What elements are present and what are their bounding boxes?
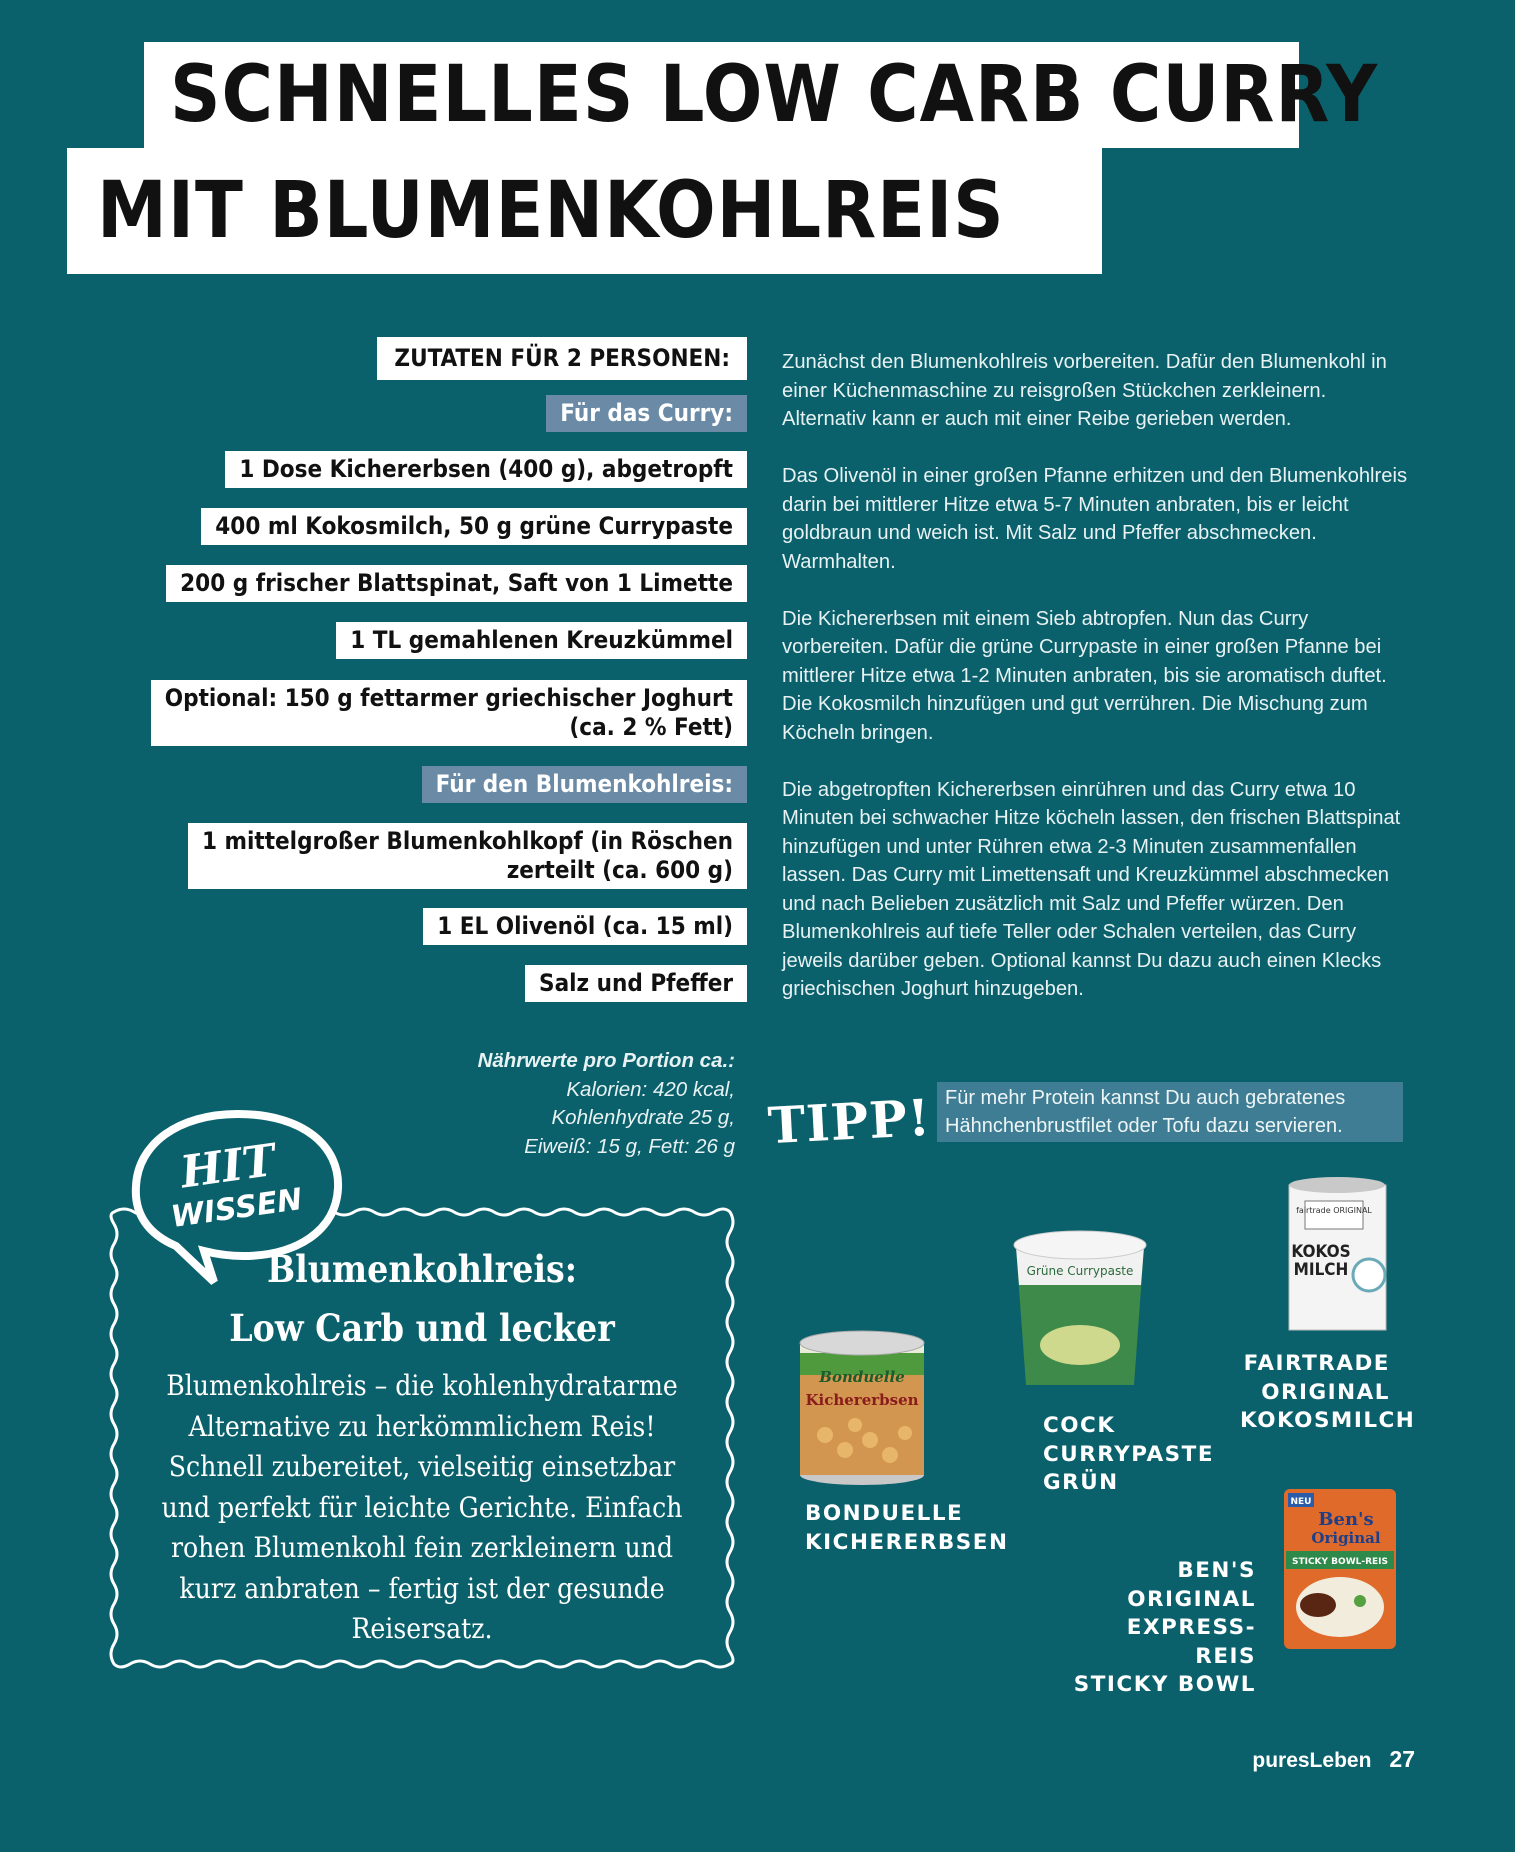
can-name-1: KOKOS xyxy=(1291,1242,1351,1262)
title-line-2-text: MIT BLUMENKOHLREIS xyxy=(97,166,1005,256)
wissen-heading-1: Blumenkohlreis: xyxy=(266,1247,578,1291)
nutrition-info xyxy=(440,1047,735,1161)
ingredient-item-multiline xyxy=(151,680,747,746)
nutrition-line: Eiweiß: 15 g, Fett: 26 g xyxy=(524,1134,735,1158)
magazine-name: puresLeben xyxy=(1252,1749,1372,1772)
pack-band: STICKY BOWL-REIS xyxy=(1291,1557,1389,1567)
ingredient-item: 1 EL Olivenöl (ca. 15 ml) xyxy=(423,908,747,945)
label-line: ORIGINAL xyxy=(1261,1379,1390,1405)
title-line-1-text: SCHNELLES LOW CARB CURRY xyxy=(170,50,1379,140)
label-line: STICKY BOWL xyxy=(1073,1672,1256,1697)
cock-label xyxy=(1043,1412,1214,1498)
nutrition-line: Kalorien: 420 kcal, xyxy=(566,1077,735,1101)
badge-hit: HIT xyxy=(177,1134,279,1199)
ingredient-item: Salz und Pfeffer xyxy=(525,965,747,1002)
label-line: BEN'S ORIGINAL xyxy=(1127,1558,1256,1612)
step-paragraph: Die abgetropften Kichererbsen einrühren und das Curry etwa 10 Minuten bei schwacher Hitze köcheln lassen, den frischen Blattspinat hinzufügen und unter Rühren etwa 2-3 Minuten zusammenfallen lassen. Das Curry mit Limettensaft und Kreuzkümmel abschmecken und nach Belieben zusätzlich mit Salz und Pfeffer würzen. Den Blumenkohlreis auf tiefe Teller oder Schalen verteilen, das Curry jeweils darüber geben. Optional kannst Du dazu auch einen Klecks griechischen Joghurt hinzugeben. xyxy=(782,778,1401,1000)
label-line: FAIRTRADE xyxy=(1243,1351,1390,1376)
ingredient-line: zerteilt (ca. 600 g) xyxy=(506,856,733,884)
bonduelle-label xyxy=(805,1500,1008,1557)
ingredient-line: Optional: 150 g fettarmer griechischer Joghurt xyxy=(164,684,733,712)
can-name-2: MILCH xyxy=(1293,1260,1349,1280)
tub-name: Grüne Currypaste xyxy=(1026,1264,1134,1278)
step-paragraph: Das Olivenöl in einer großen Pfanne erhitzen und den Blumenkohlreis darin bei mittlerer Hitze etwa 5-7 Minuten anbraten, bis er leicht goldbraun und weich ist. Mit Salz und Pfeffer abschmecken. Warmhalten. xyxy=(782,465,1408,573)
ingredient-item: 200 g frischer Blattspinat, Saft von 1 Limette xyxy=(166,565,747,602)
pack-badge: NEU xyxy=(1290,1497,1312,1507)
page-footer xyxy=(1252,1746,1415,1773)
wissen-body: Blumenkohlreis – die kohlenhydratarme Alternative zu herkömmlichem Reis! Schnell zubereitet, vielseitig einsetzbar und perfekt für leichte Gerichte. Einfach rohen Blumenkohl fein zerkleinern und kurz anbraten – fertig ist der gesunde Reisersatz. xyxy=(161,1369,683,1645)
tipp-label: TIPP! xyxy=(766,1087,933,1156)
pack-brand-2: Original xyxy=(1311,1529,1381,1547)
cock-currypaste-image xyxy=(1010,1225,1150,1390)
curry-subheader: Für das Curry: xyxy=(546,395,747,432)
label-line: COCK xyxy=(1043,1413,1116,1438)
title-line-2 xyxy=(67,148,1102,274)
fairtrade-label xyxy=(1240,1350,1416,1436)
nutrition-line: Kohlenhydrate 25 g, xyxy=(551,1106,735,1129)
bonduelle-can-image xyxy=(795,1325,930,1485)
ingredient-item: 400 ml Kokosmilch, 50 g grüne Currypaste xyxy=(201,508,747,545)
label-line: CURRYPASTE xyxy=(1043,1441,1215,1467)
tipp-text: Für mehr Protein kannst Du auch gebratenes Hähnchenbrustfilet oder Tofu dazu servieren. xyxy=(937,1082,1403,1142)
rice-subheader: Für den Blumenkohlreis: xyxy=(422,766,747,803)
wissen-heading-2: Low Carb und lecker xyxy=(229,1306,615,1350)
pack-brand-1: Ben's xyxy=(1318,1509,1374,1530)
ingredient-item-multiline xyxy=(188,823,747,889)
label-line: BONDUELLE xyxy=(805,1501,964,1526)
bens-original-image xyxy=(1280,1485,1400,1653)
label-line: EXPRESS-REIS xyxy=(1126,1615,1256,1669)
ingredient-line: 1 mittelgroßer Blumenkohlkopf (in Röschen xyxy=(201,827,733,855)
ingredient-item: 1 Dose Kichererbsen (400 g), abgetropft xyxy=(225,451,747,488)
nutrition-header: Nährwerte pro Portion ca.: xyxy=(477,1049,735,1072)
step-paragraph: Zunächst den Blumenkohlreis vorbereiten. Dafür den Blumenkohl in einer Küchenmaschine zu reisgroßen Stückchen zerkleinern. Alternativ kann er auch mit einer Reibe gerieben werden. xyxy=(782,351,1387,430)
step-paragraph: Die Kichererbsen mit einem Sieb abtropfen. Nun das Curry vorbereiten. Dafür die grüne Currypaste in einer großen Pfanne bei mittlerer Hitze etwa 1-2 Minuten anbraten, bis sie aromatisch duftet. Die Kokosmilch hinzufügen und gut verrühren. Die Mischung zum Köcheln bringen. xyxy=(782,607,1387,744)
can-top-label: fairtrade ORIGINAL xyxy=(1296,1206,1372,1215)
label-line: KOKOSMILCH xyxy=(1240,1408,1416,1433)
title-line-1 xyxy=(144,42,1379,148)
can-name: Kichererbsen xyxy=(805,1391,919,1409)
ingredients-header: ZUTATEN FÜR 2 PERSONEN: xyxy=(377,337,747,380)
label-line: GRÜN xyxy=(1043,1470,1119,1495)
fairtrade-kokosmilch-image xyxy=(1285,1175,1390,1335)
label-line: KICHERERBSEN xyxy=(805,1529,1009,1555)
page-number: 27 xyxy=(1389,1746,1415,1772)
badge-wissen: WISSEN xyxy=(168,1182,305,1236)
ingredient-item: 1 TL gemahlenen Kreuzkümmel xyxy=(336,622,747,659)
ingredient-line: (ca. 2 % Fett) xyxy=(569,713,733,741)
can-brand: Bonduelle xyxy=(819,1368,905,1386)
preparation-steps xyxy=(782,348,1412,1032)
bens-label xyxy=(1070,1557,1256,1700)
